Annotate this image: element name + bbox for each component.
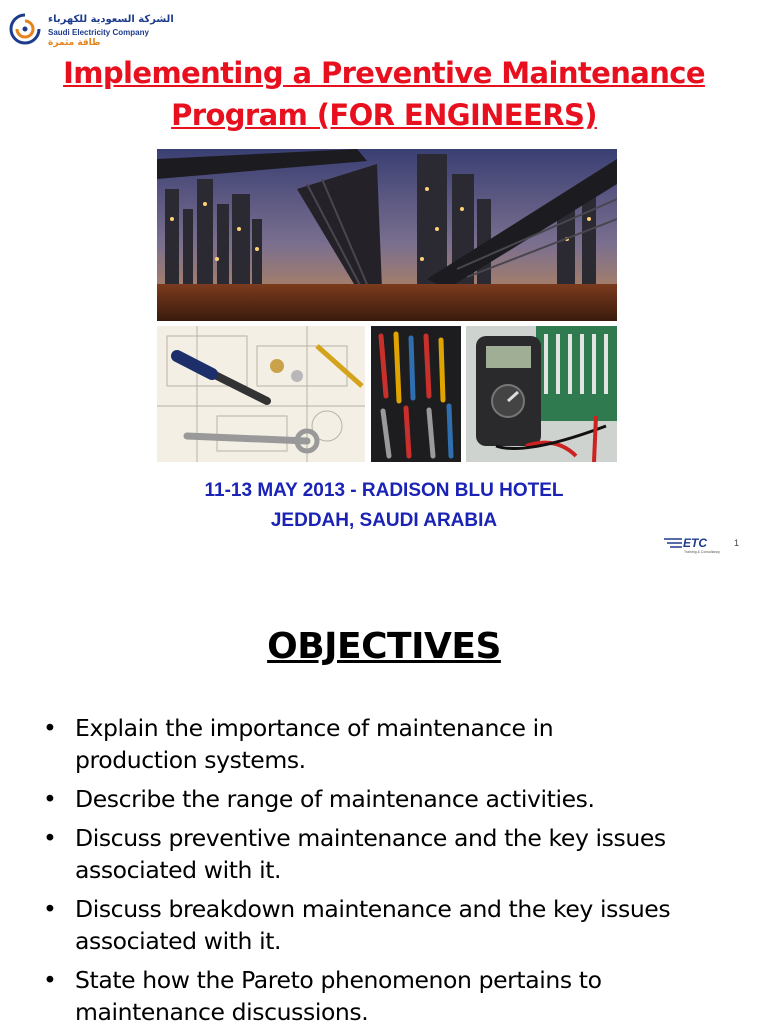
- objective-line: production systems.: [75, 746, 306, 774]
- objective-line: associated with it.: [75, 856, 282, 884]
- etc-tagline: Training & Consultancy: [684, 550, 721, 554]
- etc-logo-text: ETC: [683, 536, 707, 550]
- bullet-glyph: •: [43, 824, 57, 852]
- bullet-glyph: •: [43, 714, 57, 742]
- slide-number: 1: [734, 538, 740, 548]
- slide-title-line2: Program (FOR ENGINEERS): [171, 98, 597, 132]
- slide-title-line1: Implementing a Preventive Maintenance: [63, 56, 705, 90]
- objective-item: [40, 783, 730, 815]
- objective-item: [40, 893, 730, 957]
- objectives-title: OBJECTIVES: [267, 626, 501, 667]
- sec-swirl-icon: [8, 12, 42, 46]
- objective-line: State how the Pareto phenomenon pertains to: [75, 966, 602, 994]
- multimeter-photo: [466, 326, 617, 462]
- objective-line: associated with it.: [75, 927, 282, 955]
- objectives-list: [40, 712, 730, 1035]
- bullet-glyph: •: [43, 785, 57, 813]
- objective-line: Describe the range of maintenance activities.: [75, 785, 595, 813]
- blueprint-tools-photo: [157, 326, 365, 462]
- event-location: JEDDAH, SAUDI ARABIA: [270, 510, 498, 531]
- objective-line: Explain the importance of maintenance in: [75, 714, 554, 742]
- bullet-glyph: •: [43, 895, 57, 923]
- logo-arabic-name: الشركة السعودية للكهرباء: [48, 14, 174, 25]
- objective-line: Discuss breakdown maintenance and the key issues: [75, 895, 671, 923]
- objective-line: maintenance discussions.: [75, 998, 369, 1026]
- objective-item: [40, 822, 730, 886]
- objective-line: Discuss preventive maintenance and the key issues: [75, 824, 666, 852]
- logo-english-name: Saudi Electricity Company: [48, 28, 149, 37]
- objective-item: [40, 712, 730, 776]
- toolkit-photo: [371, 326, 461, 462]
- event-date-venue: 11-13 MAY 2013 - RADISON BLU HOTEL: [204, 480, 564, 501]
- sec-logo: [8, 8, 174, 50]
- logo-arabic-tagline: طاقة مثمرة: [48, 38, 101, 48]
- bullet-glyph: •: [43, 966, 57, 994]
- refinery-photo: [157, 149, 617, 321]
- etc-logo: [664, 534, 722, 554]
- objective-item: [40, 964, 730, 1028]
